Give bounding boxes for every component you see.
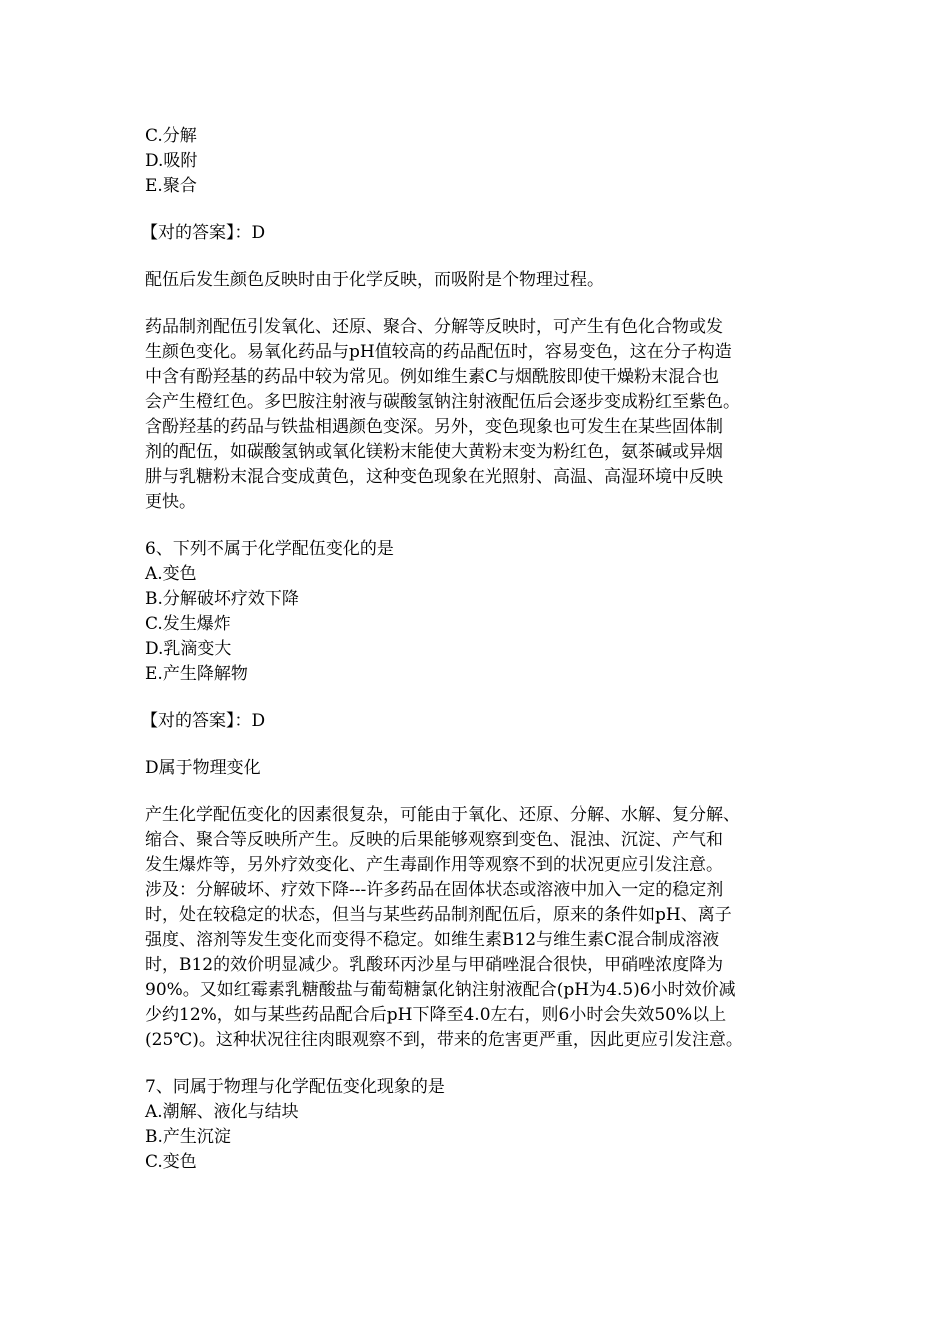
option-b: B.分解破坏疗效下降 xyxy=(145,589,299,609)
question6-stem: 6、下列不属于化学配伍变化的是 xyxy=(145,539,394,559)
option-c: C.分解 xyxy=(145,126,197,146)
option-d: D.吸附 xyxy=(145,151,198,171)
option-d: D.乳滴变大 xyxy=(145,639,232,659)
answer-line: 【对的答案】：D xyxy=(141,711,266,731)
option-b: B.产生沉淀 xyxy=(145,1127,231,1147)
answer-note: 配伍后发生颜色反映时由于化学反映，而吸附是个物理过程。 xyxy=(145,270,604,290)
explanation-paragraph: 药品制剂配伍引发氧化、还原、聚合、分解等反映时，可产生有色化合物或发 生颜色变化。易氧化药品与pH值较高的药品配伍时，容易变色，这在分子构造 中含有酚羟基的药品中较为常见。例如维生素C与烟酰胺即使干燥粉末混合也 会产生橙红色。多巴胺注射液与碳酸氢钠注射液配伍后会逐步变成粉红至紫色。 含酚羟基的药品与铁盐相遇颜色变深。另外，变色现象也可发生在某些固体制 剂的配伍，如碳酸氢钠或氧化镁粉末能使大黄粉末变为粉红色，氨茶碱或异烟 肼与乳糖粉末混合变成黄色，这种变色现象在光照射、高温、高湿环境中反映 更快。 xyxy=(145,317,740,512)
question5-options xyxy=(145,124,810,199)
question7-options xyxy=(145,1100,810,1175)
explanation-paragraph: 产生化学配伍变化的因素很复杂，可能由于氧化、还原、分解、水解、复分解、 缩合、聚合等反映所产生。反映的后果能够观察到变色、混浊、沉淀、产气和 发生爆炸等，另外疗效变化、产生毒副作用等观察不到的状况更应引发注意。 涉及：分解破坏、疗效下降---许多药品在固体状态或溶液中加入一定的稳定剂 时，处在较稳定的状态，但当与某些药品制剂配伍后，原来的条件如pH、离子 强度、溶剂等发生变化而变得不稳定。如维生素B12与维生素C混合制成溶液 时，B12的效价明显减少。乳酸环丙沙星与甲硝唑混合很快，甲硝唑浓度降为 90%。又如红霉素乳糖酸盐与葡萄糖氯化钠注射液配合(pH为4.5)6小时效价减 少约12%，如与某些药品配合后pH下降至4.0左右，则6小时会失效50%以上 (25℃)。这种状况往往肉眼观察不到，带来的危害更严重，因此更应引发注意。 xyxy=(145,805,743,1050)
document-page xyxy=(141,124,810,1175)
answer-line: 【对的答案】：D xyxy=(141,223,266,243)
option-c: C.变色 xyxy=(145,1152,197,1172)
option-e: E.产生降解物 xyxy=(145,664,248,684)
option-a: A.变色 xyxy=(145,564,197,584)
option-e: E.聚合 xyxy=(145,176,197,196)
answer-note: D属于物理变化 xyxy=(145,758,261,778)
question6-options xyxy=(145,562,810,687)
option-a: A.潮解、液化与结块 xyxy=(145,1102,299,1122)
option-c: C.发生爆炸 xyxy=(145,614,231,634)
question7-stem: 7、同属于物理与化学配伍变化现象的是 xyxy=(145,1077,445,1097)
